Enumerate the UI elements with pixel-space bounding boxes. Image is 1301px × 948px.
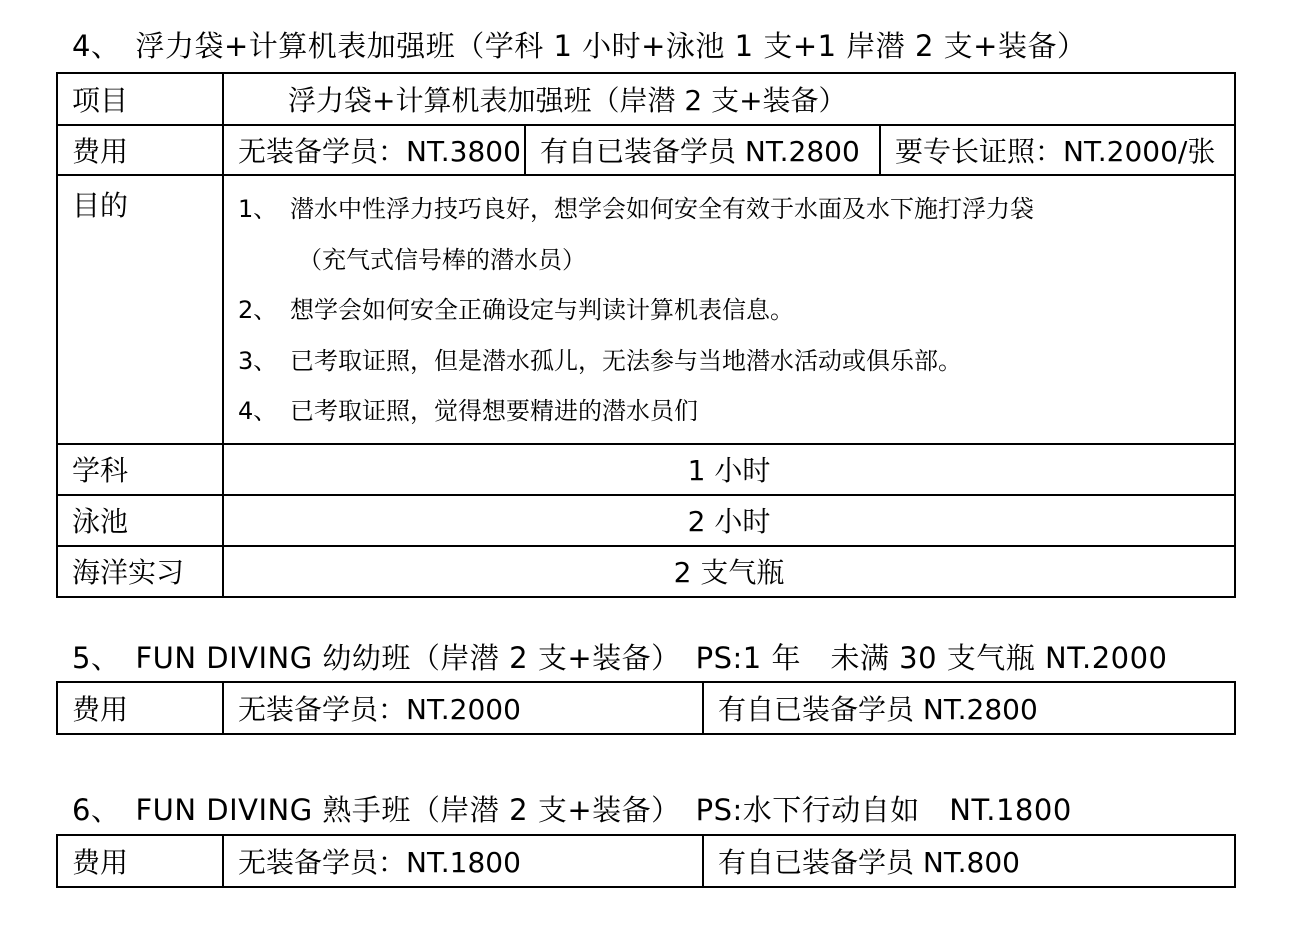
purpose-item <box>238 235 1220 286</box>
section-4-heading: 4、 浮力袋+计算机表加强班（学科 1 小时+泳池 1 支+1 岸潜 2 支+装备） <box>72 29 1087 63</box>
fee-own-gear: 有自已装备学员 NT.2800 <box>703 682 1235 734</box>
section-5-heading: 5、 FUN DIVING 幼幼班（岸潜 2 支+装备） PS:1 年 未满 30 支气瓶 NT.2000 <box>72 641 1168 675</box>
section-5-table <box>56 681 1236 735</box>
pool-label: 泳池 <box>57 495 223 546</box>
fee-own-gear: 有自已装备学员 NT.2800 <box>525 125 880 175</box>
purpose-item-number: 3、 <box>238 346 278 375</box>
fee-specialty-cert: 要专长证照：NT.2000/张 <box>880 125 1235 175</box>
pool-row <box>57 495 1235 546</box>
fee-label: 费用 <box>57 125 223 175</box>
fee-no-gear: 无装备学员：NT.1800 <box>223 835 703 887</box>
purpose-item-text: （充气式信号棒的潜水员） <box>298 245 586 274</box>
purpose-row <box>57 175 1235 444</box>
purpose-item <box>238 285 1220 336</box>
purpose-item-number: 4、 <box>238 397 278 425</box>
section-6-heading: 6、 FUN DIVING 熟手班（岸潜 2 支+装备） PS:水下行动自如 NT.1800 <box>72 793 1072 827</box>
item-value: 浮力袋+计算机表加强班（岸潜 2 支+装备） <box>223 73 1235 125</box>
purpose-item-number: 2、 <box>238 296 278 324</box>
fee-label: 费用 <box>57 682 223 734</box>
theory-value: 1 小时 <box>223 444 1235 495</box>
ocean-value: 2 支气瓶 <box>223 546 1235 597</box>
fee-label: 费用 <box>57 835 223 887</box>
item-row <box>57 73 1235 125</box>
section-6-table <box>56 834 1236 888</box>
fee-row <box>57 682 1235 734</box>
ocean-row <box>57 546 1235 597</box>
fee-row <box>57 125 1235 175</box>
purpose-item-number: 1、 <box>238 195 278 223</box>
fee-no-gear: 无装备学员：NT.2000 <box>223 682 703 734</box>
purpose-label: 目的 <box>57 175 223 444</box>
purpose-item <box>238 386 1220 437</box>
item-label: 项目 <box>57 73 223 125</box>
fee-row <box>57 835 1235 887</box>
purpose-item-text: 已考取证照，觉得想要精进的潜水员们 <box>290 397 698 425</box>
theory-label: 学科 <box>57 444 223 495</box>
purpose-item-text: 已考取证照，但是潜水孤儿，无法参与当地潜水活动或俱乐部。 <box>290 346 962 375</box>
purpose-item <box>238 336 1220 387</box>
fee-own-gear: 有自已装备学员 NT.800 <box>703 835 1235 887</box>
purpose-list <box>223 175 1235 444</box>
purpose-item-text: 潜水中性浮力技巧良好，想学会如何安全有效于水面及水下施打浮力袋 <box>290 195 1034 223</box>
pool-value: 2 小时 <box>223 495 1235 546</box>
purpose-item <box>238 184 1220 235</box>
purpose-item-text: 想学会如何安全正确设定与判读计算机表信息。 <box>290 296 794 324</box>
fee-no-gear: 无装备学员：NT.3800 <box>223 125 525 175</box>
theory-row <box>57 444 1235 495</box>
section-4-table <box>56 72 1236 598</box>
ocean-label: 海洋实习 <box>57 546 223 597</box>
